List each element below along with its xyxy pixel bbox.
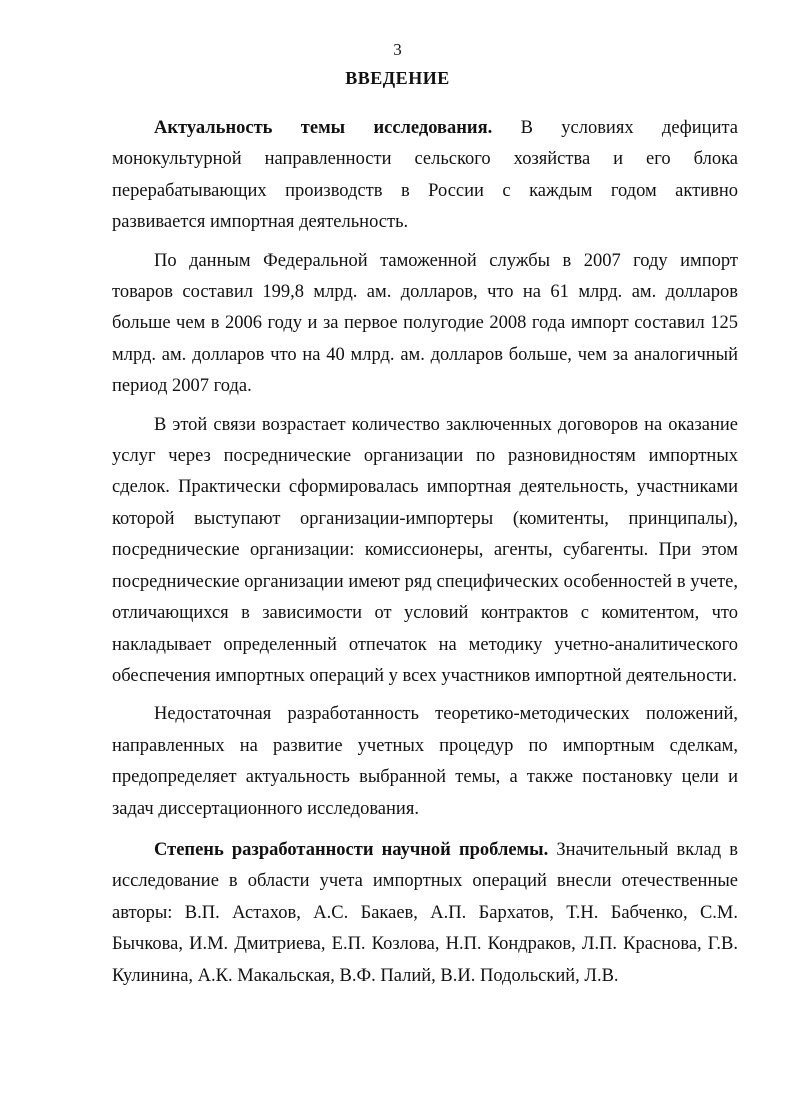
paragraph-text: Значительный вклад в исследование в области учета импортных операций внесли отечественные авторы: В.П. Астахов, А.С. Бакаев, А.П. Бархатов, Т.Н. Бабченко, С.М. Бычкова, И.М. Дмитриева, Е.П. Козлова, Н.П. Кондраков, Л.П. Краснова, Г.В. Кулинина, А.К. Макальская, В.Ф. Палий, В.И. Подольский, Л.В. <box>112 839 739 986</box>
paragraph-text: В условиях дефицита монокультурной направленности сельского хозяйства и его блока перерабатывающих производств в России с каждым годом активно развивается импортная деятельность. <box>112 118 738 233</box>
paragraph-lead: Степень разработанности научной проблемы. <box>154 839 549 860</box>
paragraph-customs-data <box>112 246 738 403</box>
section-heading: ВВЕДЕНИЕ <box>345 68 450 88</box>
paragraph-text: Недостаточная разработанность теоретико-методических положений, направленных на развитие учетных процедур по импортным сделкам, предопределяет актуальность выбранной темы, а также постановку цели и задач диссертационного исследования. <box>112 704 738 819</box>
paragraph-insufficient-research <box>112 699 738 825</box>
paragraph-relevance <box>112 113 738 239</box>
paragraph-intermediaries <box>112 410 738 693</box>
paragraph-degree-of-development <box>112 835 738 992</box>
body-text <box>112 113 738 992</box>
paragraph-text: По данным Федеральной таможенной службы в 2007 году импорт товаров составил 199,8 млрд. ам. долларов, что на 61 млрд. ам. долларов больше чем в 2006 году и за первое полугодие 2008 года импорт составил 125 млрд. ам. долларов что на 40 млрд. ам. долларов больше, чем за аналогичный период 2007 года. <box>112 250 738 397</box>
paragraph-text: В этой связи возрастает количество заключенных договоров на оказание услуг через посреднические организации по разновидностям импортных сделок. Практически сформировалась импортная деятельность, участниками которой выступают организации-импортеры (комитенты, принципалы), посреднические организации: комиссионеры, агенты, субагенты. При этом посреднические организации имеют ряд специфических особенностей в учете, отличающихся в зависимости от условий контрактов с комитентом, что накладывает определенный отпечаток на методику учетно-аналитического обеспечения импортных операций у всех участников импортной деятельности. <box>112 414 738 686</box>
page-number: 3 <box>393 40 402 59</box>
paragraph-lead: Актуальность темы исследования. <box>154 118 493 138</box>
